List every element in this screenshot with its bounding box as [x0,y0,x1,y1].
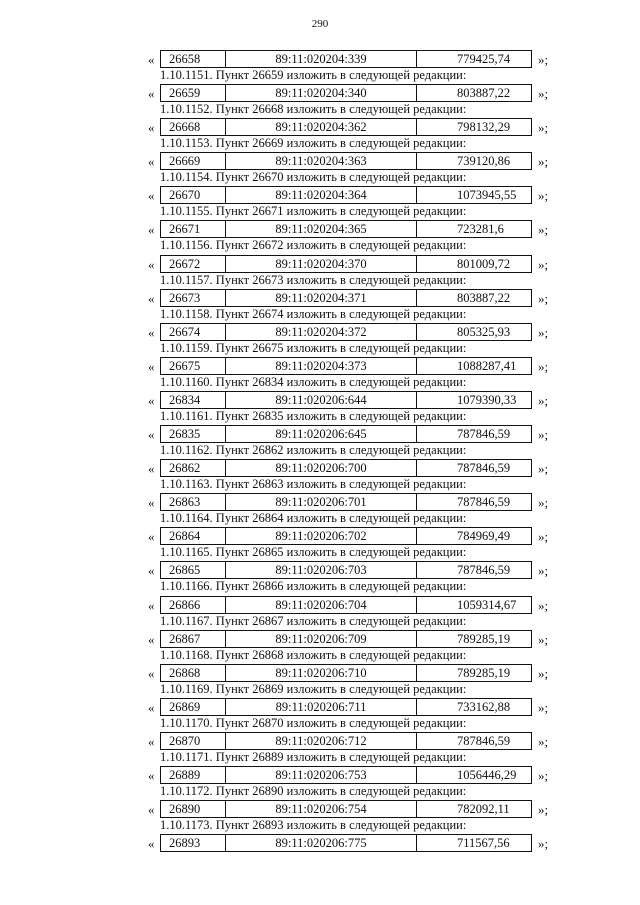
row-cells [160,800,532,818]
entry-block [0,527,640,561]
quote-open: « [148,290,155,306]
item-number-cell: 26834 [161,392,226,408]
quote-open: « [148,597,155,613]
value-cell: 787846,59 [457,427,511,442]
cadastral-number-cell: 89:11:020204:370 [226,256,417,272]
value-cell: 803887,22 [457,290,511,305]
cadastral-number-cell: 89:11:020206:645 [226,426,417,442]
item-number-cell: 26668 [161,119,226,135]
entry-block [0,664,640,698]
entry-block [0,391,640,425]
cadastral-number-cell: 89:11:020206:700 [226,460,417,476]
table-row [148,561,568,578]
row-cells [160,630,532,648]
quote-open: « [148,836,155,852]
value-cell: 739120,86 [457,154,511,169]
cadastral-number-cell: 89:11:020204:365 [226,221,417,237]
item-number-cell: 26890 [161,801,226,817]
amendment-instruction: 1.10.1171. Пункт 26889 изложить в следующей редакции: [160,749,467,764]
amendment-instruction: 1.10.1157. Пункт 26673 изложить в следующей редакции: [160,272,467,287]
item-number-cell: 26869 [161,699,226,715]
cadastral-number-cell: 89:11:020206:701 [226,494,417,510]
row-cells [160,255,532,273]
row-cells [160,664,532,682]
row-cells [160,357,532,375]
quote-open: « [148,802,155,818]
cadastral-number-cell: 89:11:020206:710 [226,665,417,681]
amendment-instruction: 1.10.1151. Пункт 26659 изложить в следующей редакции: [160,68,467,82]
item-number-cell: 26893 [161,835,226,851]
entry-block [0,596,640,630]
row-cells [160,289,532,307]
amendment-instruction: 1.10.1155. Пункт 26671 изложить в следующей редакции: [160,204,467,219]
quote-close: »; [538,836,549,852]
amendment-instruction: 1.10.1160. Пункт 26834 изложить в следующей редакции: [160,374,467,389]
quote-close: »; [538,358,549,374]
row-cells [160,732,532,750]
entry-block [0,357,640,391]
value-cell: 789285,19 [457,631,511,646]
quote-close: »; [538,802,549,818]
table-row [148,596,568,613]
row-cells [160,425,532,443]
page-number: 290 [311,18,329,30]
cadastral-number-cell: 89:11:020204:372 [226,324,417,340]
cadastral-number-cell: 89:11:020206:703 [226,562,417,578]
row-cells [160,834,532,852]
quote-close: »; [538,665,549,681]
item-number-cell: 26673 [161,290,226,306]
value-cell: 798132,29 [457,120,511,135]
amendment-instruction: 1.10.1169. Пункт 26869 изложить в следующей редакции: [160,681,467,696]
cadastral-number-cell: 89:11:020206:753 [226,767,417,783]
cadastral-number-cell: 89:11:020206:702 [226,528,417,544]
amendment-instruction: 1.10.1154. Пункт 26670 изложить в следующей редакции: [160,170,467,185]
value-cell: 779425,74 [457,52,511,66]
item-number-cell: 26669 [161,153,226,169]
item-number-cell: 26866 [161,597,226,613]
item-number-cell: 26671 [161,221,226,237]
quote-open: « [148,52,155,67]
table-row [148,664,568,681]
quote-close: »; [538,597,549,613]
quote-close: »; [538,767,549,783]
value-cell: 1088287,41 [457,358,517,373]
table-row [148,834,568,851]
row-cells [160,459,532,477]
quote-open: « [148,699,155,715]
item-number-cell: 26672 [161,256,226,272]
value-cell: 723281,6 [457,222,504,237]
row-cells [160,152,532,170]
quote-open: « [148,563,155,579]
entry-block [0,834,640,868]
item-number-cell: 26835 [161,426,226,442]
quote-open: « [148,358,155,374]
amendment-instruction: 1.10.1164. Пункт 26864 изложить в следующей редакции: [160,511,467,526]
table-row [148,186,568,203]
quote-close: »; [538,290,549,306]
cadastral-number-cell: 89:11:020204:339 [226,51,417,67]
table-row [148,698,568,715]
quote-close: »; [538,52,549,67]
quote-open: « [148,188,155,204]
quote-close: »; [538,324,549,340]
value-cell: 787846,59 [457,733,511,748]
table-row [148,255,568,272]
cadastral-number-cell: 89:11:020206:704 [226,597,417,613]
row-cells [160,698,532,716]
table-row [148,50,568,67]
quote-open: « [148,324,155,340]
value-cell: 787846,59 [457,495,511,510]
amendment-instruction: 1.10.1165. Пункт 26865 изложить в следующей редакции: [160,545,467,560]
amendment-instruction: 1.10.1163. Пункт 26863 изложить в следующей редакции: [160,477,467,492]
entry-block [0,255,640,289]
quote-close: »; [538,563,549,579]
quote-close: »; [538,733,549,749]
entry-block [0,220,640,254]
table-row [148,323,568,340]
table-row [148,289,568,306]
table-row [148,630,568,647]
amendment-instruction: 1.10.1158. Пункт 26674 изложить в следующей редакции: [160,306,467,321]
entry-block [0,152,640,186]
quote-open: « [148,631,155,647]
quote-open: « [148,256,155,272]
quote-close: »; [538,222,549,238]
item-number-cell: 26868 [161,665,226,681]
table-row [148,493,568,510]
entry-block [0,459,640,493]
entry-block [0,84,640,118]
amendment-instruction: 1.10.1156. Пункт 26672 изложить в следующей редакции: [160,238,467,253]
amendment-instruction: 1.10.1170. Пункт 26870 изложить в следующей редакции: [160,715,467,730]
cadastral-number-cell: 89:11:020206:711 [226,699,417,715]
quote-open: « [148,529,155,545]
value-cell: 1079390,33 [457,392,517,407]
entry-block [0,561,640,595]
value-cell: 789285,19 [457,665,511,680]
entry-block [0,425,640,459]
quote-open: « [148,427,155,443]
value-cell: 805325,93 [457,324,511,339]
amendment-instruction: 1.10.1166. Пункт 26866 изложить в следующей редакции: [160,579,467,594]
entry-block [0,289,640,323]
item-number-cell: 26862 [161,460,226,476]
value-cell: 782092,11 [457,802,510,817]
value-cell: 733162,88 [457,699,511,714]
item-number-cell: 26889 [161,767,226,783]
quote-close: »; [538,154,549,170]
entry-block [0,186,640,220]
quote-open: « [148,495,155,511]
cadastral-number-cell: 89:11:020204:362 [226,119,417,135]
row-cells [160,84,532,102]
table-row [148,118,568,135]
quote-open: « [148,392,155,408]
item-number-cell: 26674 [161,324,226,340]
document-body [0,50,640,868]
row-cells [160,118,532,136]
table-row [148,357,568,374]
entry-block [0,118,640,152]
cadastral-number-cell: 89:11:020206:644 [226,392,417,408]
item-number-cell: 26865 [161,562,226,578]
quote-close: »; [538,427,549,443]
amendment-instruction: 1.10.1173. Пункт 26893 изложить в следующей редакции: [160,818,467,833]
row-cells [160,561,532,579]
amendment-instruction: 1.10.1159. Пункт 26675 изложить в следующей редакции: [160,340,467,355]
item-number-cell: 26670 [161,187,226,203]
row-cells [160,493,532,511]
amendment-instruction: 1.10.1161. Пункт 26835 изложить в следующей редакции: [160,408,467,423]
cadastral-number-cell: 89:11:020204:363 [226,153,417,169]
table-row [148,84,568,101]
quote-open: « [148,154,155,170]
quote-close: »; [538,699,549,715]
quote-close: »; [538,86,549,102]
row-cells [160,766,532,784]
entry-block [0,630,640,664]
table-row [148,527,568,544]
entry-block [0,698,640,732]
cadastral-number-cell: 89:11:020204:373 [226,358,417,374]
amendment-instruction: 1.10.1153. Пункт 26669 изложить в следующей редакции: [160,136,467,151]
cadastral-number-cell: 89:11:020206:709 [226,631,417,647]
quote-open: « [148,665,155,681]
quote-close: »; [538,495,549,511]
table-row [148,152,568,169]
quote-close: »; [538,188,549,204]
table-row [148,220,568,237]
quote-open: « [148,461,155,477]
amendment-instruction: 1.10.1162. Пункт 26862 изложить в следующей редакции: [160,443,467,458]
value-cell: 1073945,55 [457,188,517,203]
amendment-instruction: 1.10.1168. Пункт 26868 изложить в следующей редакции: [160,647,467,662]
table-row [148,766,568,783]
table-row [148,425,568,442]
cadastral-number-cell: 89:11:020204:371 [226,290,417,306]
table-row [148,459,568,476]
value-cell: 787846,59 [457,563,511,578]
item-number-cell: 26658 [161,51,226,67]
quote-close: »; [538,631,549,647]
value-cell: 801009,72 [457,256,511,271]
cadastral-number-cell: 89:11:020206:712 [226,733,417,749]
table-row [148,732,568,749]
quote-open: « [148,86,155,102]
quote-open: « [148,767,155,783]
quote-close: »; [538,120,549,136]
row-cells [160,323,532,341]
entry-block [0,800,640,834]
quote-close: »; [538,256,549,272]
item-number-cell: 26659 [161,85,226,101]
row-cells [160,50,532,68]
quote-open: « [148,222,155,238]
value-cell: 1059314,67 [457,597,517,612]
quote-open: « [148,120,155,136]
table-row [148,800,568,817]
value-cell: 787846,59 [457,461,511,476]
quote-open: « [148,733,155,749]
amendment-instruction: 1.10.1167. Пункт 26867 изложить в следующей редакции: [160,613,467,628]
value-cell: 711567,56 [457,836,510,851]
table-row [148,391,568,408]
row-cells [160,596,532,614]
cadastral-number-cell: 89:11:020206:775 [226,835,417,851]
row-cells [160,220,532,238]
row-cells [160,186,532,204]
row-cells [160,391,532,409]
cadastral-number-cell: 89:11:020206:754 [226,801,417,817]
entry-block [0,323,640,357]
quote-close: »; [538,461,549,477]
value-cell: 803887,22 [457,86,511,101]
cadastral-number-cell: 89:11:020204:364 [226,187,417,203]
amendment-instruction: 1.10.1172. Пункт 26890 изложить в следующей редакции: [160,783,467,798]
row-cells [160,527,532,545]
item-number-cell: 26864 [161,528,226,544]
entry-block [0,50,640,84]
quote-close: »; [538,529,549,545]
entry-block [0,493,640,527]
quote-close: »; [538,392,549,408]
amendment-instruction: 1.10.1152. Пункт 26668 изложить в следующей редакции: [160,102,467,117]
item-number-cell: 26675 [161,358,226,374]
entry-block [0,732,640,766]
value-cell: 1056446,29 [457,767,517,782]
cadastral-number-cell: 89:11:020204:340 [226,85,417,101]
item-number-cell: 26863 [161,494,226,510]
item-number-cell: 26870 [161,733,226,749]
item-number-cell: 26867 [161,631,226,647]
value-cell: 784969,49 [457,529,511,544]
entry-block [0,766,640,800]
